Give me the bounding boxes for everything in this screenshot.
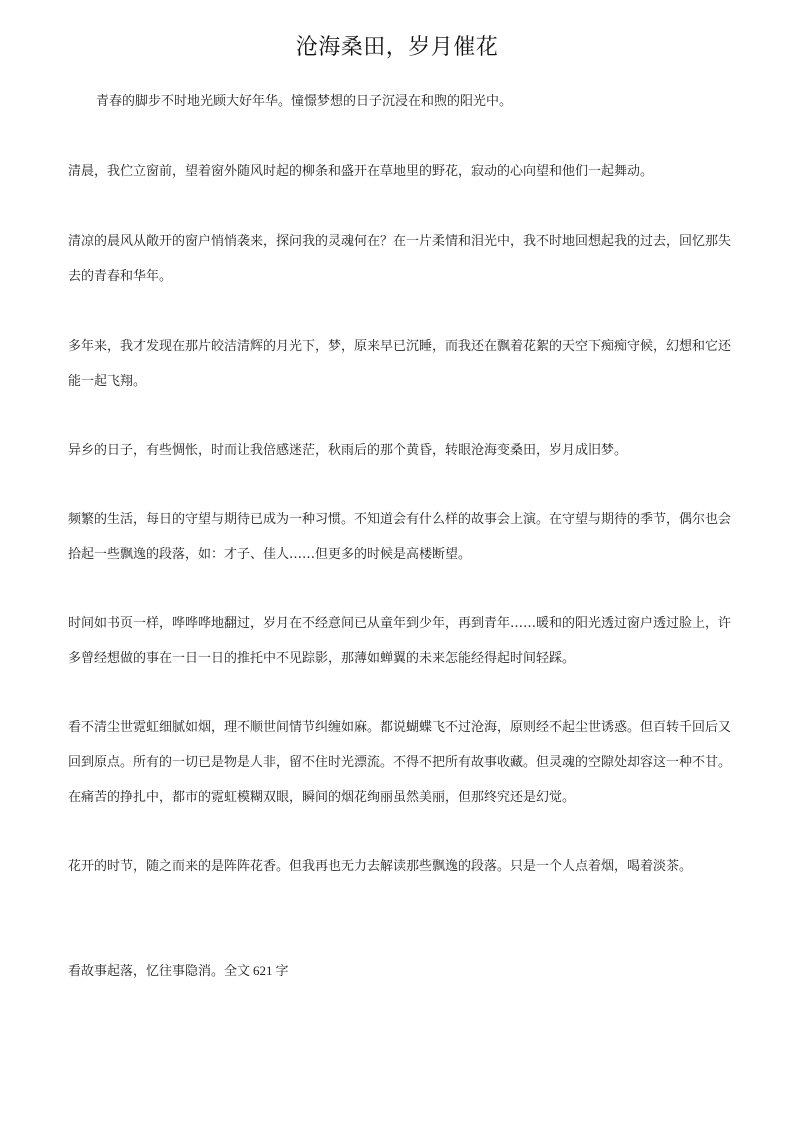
- paragraph-1: 青春的脚步不时地光顾大好年华。憧憬梦想的日子沉浸在和煦的阳光中。: [96, 94, 513, 109]
- paragraph-9: 花开的时节，随之而来的是阵阵花香。但我再也无力去解读那些飘逸的段落。只是一个人点着烟，喝着淡茶。: [68, 859, 693, 874]
- closing-text: 看故事起落，忆往事隐消。全文: [68, 964, 251, 979]
- paragraph-4: 多年来，我才发现在那片皎洁清辉的月光下，梦，原来早已沉睡，而我还在飘着花絮的天空下痴痴守候，幻想和它还能一起飞翔。: [68, 339, 732, 389]
- word-count-unit: 字: [275, 964, 289, 979]
- paragraph-8: 看不清尘世霓虹细腻如烟，理不顺世间情节纠缠如麻。都说蝴蝶飞不过沧海，原则经不起尘世诱惑。但百转千回后又回到原点。所有的一切已是物是人非，留不住时光漂流。不得不把所有故事收藏。但灵魂的空隙处却容这一种不甘。在痛苦的挣扎中，都市的霓虹模糊双眼，瞬间的烟花绚丽虽然美丽，但那终究还是幻觉。: [68, 720, 732, 805]
- paragraph-3: 清凉的晨风从敞开的窗户悄悄袭来，探问我的灵魂何在？在一片柔情和泪光中，我不时地回想起我的过去，回忆那失去的青春和华年。: [68, 234, 732, 284]
- document-title: 沧海桑田，岁月催花: [295, 35, 499, 60]
- paragraph-2: 清晨，我伫立窗前，望着窗外随风时起的柳条和盛开在草地里的野花，寂动的心向望和他们一起舞动。: [68, 164, 654, 179]
- word-count: 621: [253, 963, 273, 978]
- paragraph-5: 异乡的日子，有些惆怅，时而让我倍感迷茫，秋雨后的那个黄昏，转眼沧海变桑田，岁月成旧梦。: [68, 443, 628, 458]
- paragraph-6: 频繁的生活，每日的守望与期待已成为一种习惯。不知道会有什么样的故事会上演。在守望与期待的季节，偶尔也会拾起一些飘逸的段落，如：才子、佳人……但更多的时候是高楼断望。: [68, 512, 732, 562]
- closing-line: [68, 953, 736, 989]
- paragraph-7: 时间如书页一样，哗哗哗地翻过，岁月在不经意间已从童年到少年，再到青年……暖和的阳光透过窗户透过脸上，许多曾经想做的事在一日一日的推托中不见踪影，那薄如蝉翼的未来怎能经得起时间轻踩。: [68, 616, 732, 666]
